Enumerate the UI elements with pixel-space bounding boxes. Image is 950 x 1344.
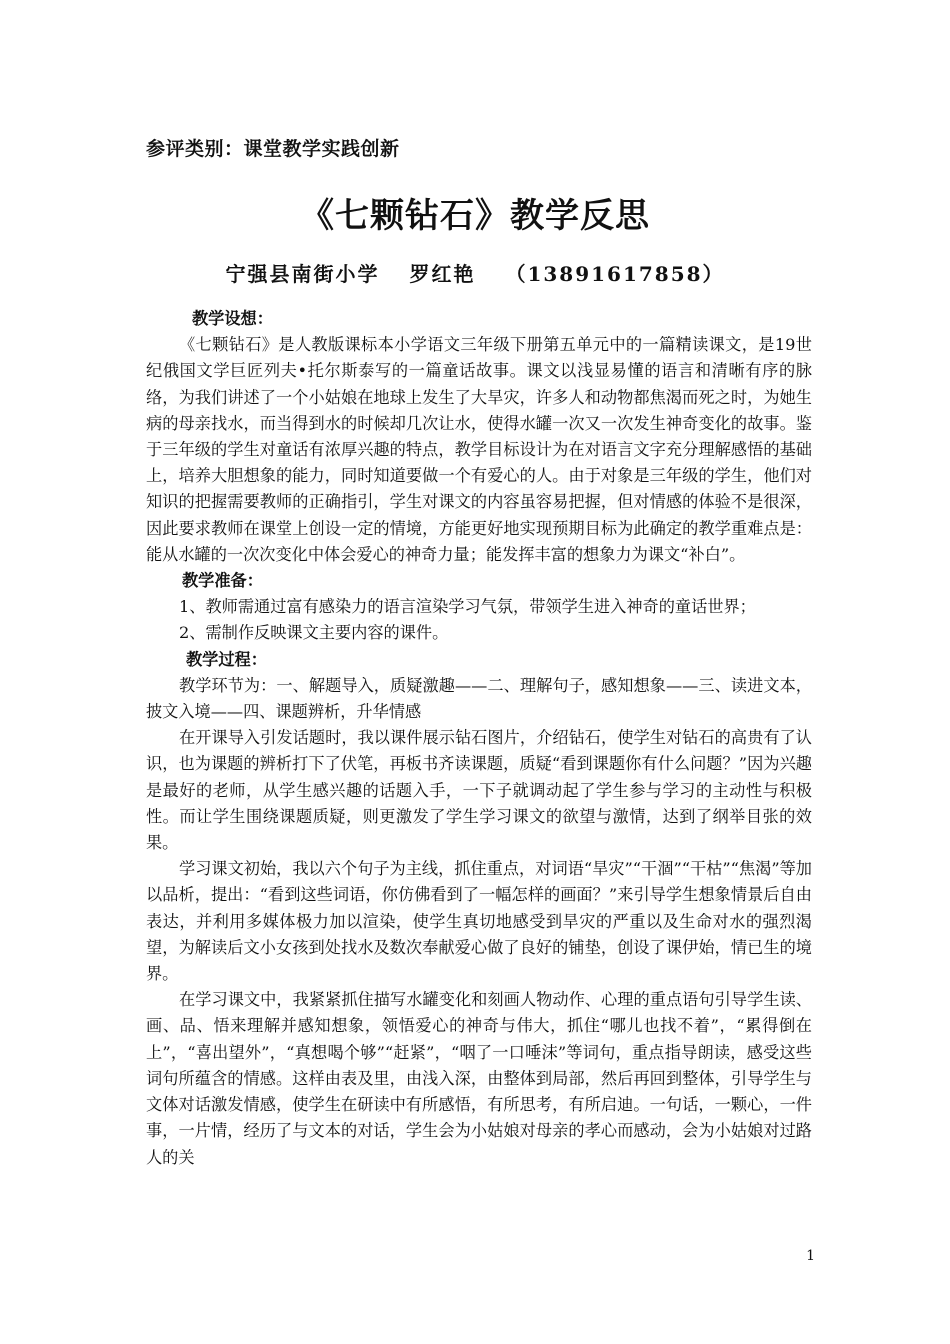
section-heading-design: 教学设想： (192, 309, 273, 328)
document-body (146, 306, 812, 1171)
author-phone: （13891617858） (505, 262, 725, 286)
page-number: 1 (806, 1248, 815, 1264)
author-line (0, 258, 950, 287)
design-paragraph: 《七颗钻石》是人教版课标本小学语文三年级下册第五单元中的一篇精读课文，是19世纪俄国文学巨匠列夫•托尔斯泰写的一篇童话故事。课文以浅显易懂的语言和清晰有序的脉络，为我们讲述了一个小姑娘在地球上发生了大旱灾，许多人和动物都焦渴而死之时，为她生病的母亲找水，而当得到水的时候却几次让水，使得水罐一次又一次发生神奇变化的故事。鉴于三年级的学生对童话有浓厚兴趣的特点，教学目标设计为在对语言文字充分理解感悟的基础上，培养大胆想象的能力，同时知道要做一个有爱心的人。由于对象是三年级的学生，他们对知识的把握需要教师的正确指引，学生对课文的内容虽容易把握，但对情感的体验不是很深，因此要求教师在课堂上创设一定的情境，方能更好地实现预期目标为此确定的教学重难点是：能从水罐的一次次变化中体会爱心的神奇力量；能发挥丰富的想象力为课文“补白”。 (146, 335, 812, 564)
process-paragraph: 教学环节为：一、解题导入，质疑激趣——二、理解句子，感知想象——三、读进文本，披文入境——四、课题辨析，升华情感 (146, 675, 812, 722)
section-heading-process: 教学过程： (186, 649, 267, 669)
process-paragraph: 在学习课文中，我紧紧抓住描写水罐变化和刻画人物动作、心理的重点语句引导学生读、画、品、悟来理解并感知想象，领悟爱心的神奇与伟大，抓住“哪儿也找不着”，“累得倒在上”，“喜出望外”，“真想喝个够”“赶紧”，“咽了一口唾沫”等词句，重点指导朗读，感受这些词句所蕴含的情感。这样由表及里，由浅入深，由整体到局部，然后再回到整体，引导学生与文体对话激发情感，使学生在研读中有所感悟，有所思考，有所启迪。一句话，一颗心，一件事，一片情，经历了与文本的对话，学生会为小姑娘对母亲的孝心而感动，会为小姑娘对过路人的关 (146, 990, 812, 1167)
author-name: 罗红艳 (409, 262, 476, 286)
process-paragraph: 在开课导入引发话题时，我以课件展示钻石图片，介绍钻石，使学生对钻石的高贵有了认识，也为课题的辨析打下了伏笔，再板书齐读课题，质疑“看到课题你有什么问题？”因为兴趣是最好的老师，从学生感兴趣的话题入手，一下子就调动起了学生参与学习的主动性与积极性。而让学生围绕课题质疑，则更激发了学生学习课文的欲望与激情，达到了纲举目张的效果。 (146, 728, 812, 853)
document-title: 《七颗钻石》教学反思 (300, 196, 650, 236)
process-paragraph: 学习课文初始，我以六个句子为主线，抓住重点，对词语“旱灾”“干涸”“干枯”“焦渴”等加以品析，提出：“看到这些词语，你仿佛看到了一幅怎样的画面？”来引导学生想象情景后自由表达，并利用多媒体极力加以渲染，使学生真切地感受到旱灾的严重以及生命对水的强烈渴望，为解读后文小女孩到处找水及数次奉献爱心做了良好的铺垫，创设了课伊始，情已生的境界。 (146, 859, 812, 984)
category-label: 参评类别：课堂教学实践创新 (146, 138, 400, 160)
preparation-item: 2、需制作反映课文主要内容的课件。 (179, 623, 449, 643)
author-school: 宁强县南街小学 (225, 262, 380, 286)
section-heading-preparation: 教学准备： (182, 571, 263, 591)
preparation-item: 1、教师需通过富有感染力的语言渲染学习气氛，带领学生进入神奇的童话世界； (179, 597, 756, 617)
